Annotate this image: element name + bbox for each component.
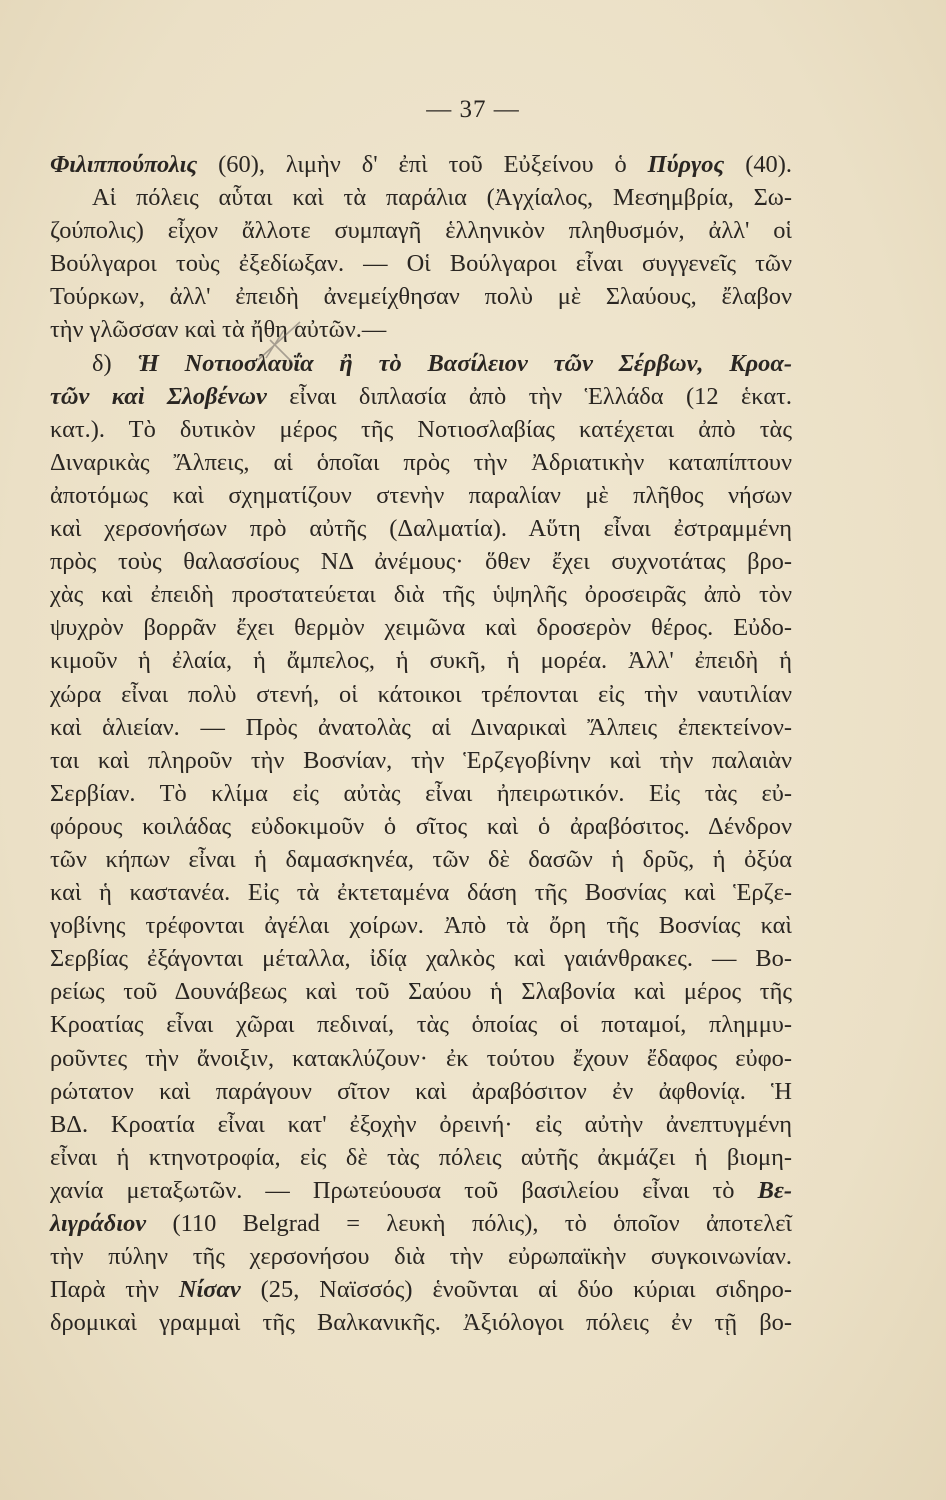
bold-term: Νίσαν (178, 1276, 241, 1304)
text-run: γοβίνης τρέφονται ἀγέλαι χοίρων. Ἀπὸ τὰ ὄρη τῆς Βοσνίας καὶ (50, 912, 792, 940)
bold-term: Φιλιππούπολις (50, 151, 198, 178)
text-run: ρώτατον καὶ παράγουν σῖτον καὶ ἀραβόσιτον ἐν ἀφθονίᾳ. Ἡ (50, 1077, 792, 1105)
text-run: ψυχρὸν βορρᾶν ἔχει θερμὸν χειμῶνα καὶ δροσερὸν θέρος. Εὐδο- (50, 614, 792, 642)
text-run: Παρὰ τὴν (50, 1276, 179, 1304)
text-run: ροῦντες τὴν ἄνοιξιν, κατακλύζουν· ἐκ τούτου ἔχουν ἔδαφος εὐφο- (50, 1044, 792, 1072)
text-line (50, 611, 792, 644)
text-line (50, 843, 792, 876)
text-line (50, 1240, 792, 1273)
text-line (50, 1273, 792, 1306)
text-run: πρὸς τοὺς θαλασσίους ΝΔ ἀνέμους· ὅθεν ἔχει συχνοτάτας βρο- (50, 548, 792, 576)
text-line (50, 1075, 792, 1108)
text-run: (40). (724, 151, 792, 178)
text-line (50, 711, 792, 744)
text-line (50, 347, 792, 380)
bold-term: Ἡ Νοτιοσλαυΐα ἢ τὸ Βασίλειον τῶν Σέρβων, Κροα- (137, 349, 792, 377)
text-line (50, 446, 792, 479)
text-run: ρείως τοῦ Δουνάβεως καὶ τοῦ Σαύου ἡ Σλαβονία καὶ μέρος τῆς (50, 978, 792, 1006)
text-line (50, 545, 792, 578)
text-run: δ) (92, 349, 138, 377)
text-line (50, 479, 792, 512)
text-line (50, 380, 792, 413)
text-line (50, 777, 792, 810)
bold-term: Πύργος (647, 151, 725, 178)
text-run: δρομικαὶ γραμμαὶ τῆς Βαλκανικῆς. Ἀξιόλογοι πόλεις ἐν τῇ βο- (50, 1309, 792, 1337)
body-text (50, 148, 792, 1339)
text-line (50, 247, 792, 280)
text-line (50, 181, 792, 214)
text-line (50, 810, 792, 843)
text-run: Τούρκων, ἀλλ' ἐπειδὴ ἀνεμείχθησαν πολὺ μὲ Σλαύους, ἔλαβον (50, 283, 792, 311)
text-line (50, 644, 792, 677)
text-line (50, 148, 792, 181)
text-run: ται καὶ πληροῦν τὴν Βοσνίαν, τὴν Ἑρζεγοβίνην καὶ τὴν παλαιὰν (50, 746, 792, 774)
bold-term: τῶν καὶ Σλοβένων (50, 382, 267, 410)
bold-term: λιγράδιον (50, 1210, 147, 1237)
text-run: κιμοῦν ἡ ἐλαία, ἡ ἄμπελος, ἡ συκῆ, ἡ μορέα. Ἀλλ' ἐπειδὴ ἡ (50, 647, 792, 675)
text-run: χώρα εἶναι πολὺ στενή, οἱ κάτοικοι τρέπονται εἰς τὴν ναυτιλίαν (50, 680, 792, 708)
text-line (50, 1008, 792, 1041)
text-run: Σερβίαν. Τὸ κλίμα εἰς αὐτὰς εἶναι ἠπειρωτικόν. Εἰς τὰς εὐ- (50, 779, 792, 807)
text-run: ἀποτόμως καὶ σχηματίζουν στενὴν παραλίαν μὲ πλῆθος νήσων (50, 481, 792, 509)
text-run: καὶ χερσονήσων πρὸ αὐτῆς (Δαλματία). Αὕτη εἶναι ἐστραμμένη (50, 515, 792, 543)
text-line (50, 578, 792, 611)
text-run: Διναρικὰς Ἄλπεις, αἱ ὁποῖαι πρὸς τὴν Ἀδριατικὴν καταπίπτουν (50, 448, 792, 476)
text-run: εἶναι διπλασία ἀπὸ τὴν Ἑλλάδα (12 ἑκατ. (266, 382, 792, 410)
text-run: (60), λιμὴν δ' ἐπὶ τοῦ Εὐξείνου ὁ (197, 151, 648, 178)
text-run: (25, Ναϊσσός) ἑνοῦνται αἱ δύο κύριαι σιδηρο- (240, 1276, 792, 1304)
text-run: καὶ ἡ καστανέα. Εἰς τὰ ἐκτεταμένα δάση τῆς Βοσνίας καὶ Ἑρζε- (50, 879, 792, 907)
text-line (50, 942, 792, 975)
text-run: τὴν γλῶσσαν καὶ τὰ ἤθη αὐτῶν.— (50, 316, 387, 344)
text-run: τῶν κήπων εἶναι ἡ δαμασκηνέα, τῶν δὲ δασῶν ἡ δρῦς, ἡ ὀξύα (50, 845, 792, 873)
text-line (50, 909, 792, 942)
text-run: Σερβίας ἐξάγονται μέταλλα, ἰδίᾳ χαλκὸς καὶ γαιάνθρακες. — Βο- (50, 945, 792, 973)
text-line (50, 1108, 792, 1141)
text-line (50, 975, 792, 1008)
text-run: χανία μεταξωτῶν. — Πρωτεύουσα τοῦ βασιλείου εἶναι τὸ (50, 1176, 758, 1204)
text-run: Αἱ πόλεις αὗται καὶ τὰ παράλια (Ἀγχίαλος, Μεσημβρία, Σω- (92, 184, 792, 212)
text-line (50, 1174, 792, 1207)
text-line (50, 744, 792, 777)
text-line (50, 313, 792, 346)
text-line (50, 1306, 792, 1339)
text-run: χὰς καὶ ἐπειδὴ προστατεύεται διὰ τῆς ὑψηλῆς ὀροσειρᾶς ἀπὸ τὸν (50, 581, 792, 609)
text-run: ζούπολις) εἶχον ἄλλοτε συμπαγῆ ἑλληνικὸν πληθυσμόν, ἀλλ' οἱ (50, 217, 792, 245)
text-run: τὴν πύλην τῆς χερσονήσου διὰ τὴν εὐρωπαϊκὴν συγκοινωνίαν. (50, 1243, 792, 1271)
text-line (50, 876, 792, 909)
text-run: Κροατίας εἶναι χῶραι πεδιναί, τὰς ὁποίας οἱ ποταμοί, πλημμυ- (50, 1011, 792, 1039)
text-line (50, 512, 792, 545)
text-line (50, 1141, 792, 1174)
bold-term: Βε- (757, 1176, 792, 1204)
text-run: καὶ ἁλιείαν. — Πρὸς ἀνατολὰς αἱ Διναρικαὶ Ἄλπεις ἐπεκτείνον- (50, 713, 792, 741)
text-run: Βούλγαροι τοὺς ἐξεδίωξαν. — Οἱ Βούλγαροι εἶναι συγγενεῖς τῶν (50, 250, 792, 278)
text-line (50, 413, 792, 446)
text-run: εἶναι ἡ κτηνοτροφία, εἰς δὲ τὰς πόλεις αὐτῆς ἀκμάζει ἡ βιομη- (50, 1143, 792, 1171)
text-run: (110 Belgrad = λευκὴ πόλις), τὸ ὁποῖον ἀποτελεῖ (146, 1210, 792, 1237)
page-number: — 37 — (426, 96, 520, 123)
text-line (50, 678, 792, 711)
text-line (50, 280, 792, 313)
text-run: κατ.). Τὸ δυτικὸν μέρος τῆς Νοτιοσλαβίας κατέχεται ἀπὸ τὰς (50, 415, 792, 443)
text-run: ΒΔ. Κροατία εἶναι κατ' ἐξοχὴν ὀρεινή· εἰς αὐτὴν ἀνεπτυγμένη (50, 1110, 792, 1138)
text-line (50, 1207, 792, 1240)
text-run: φόρους κοιλάδας εὐδοκιμοῦν ὁ σῖτος καὶ ὁ ἀραβόσιτος. Δένδρον (50, 812, 792, 840)
text-line (50, 1042, 792, 1075)
text-line (50, 214, 792, 247)
